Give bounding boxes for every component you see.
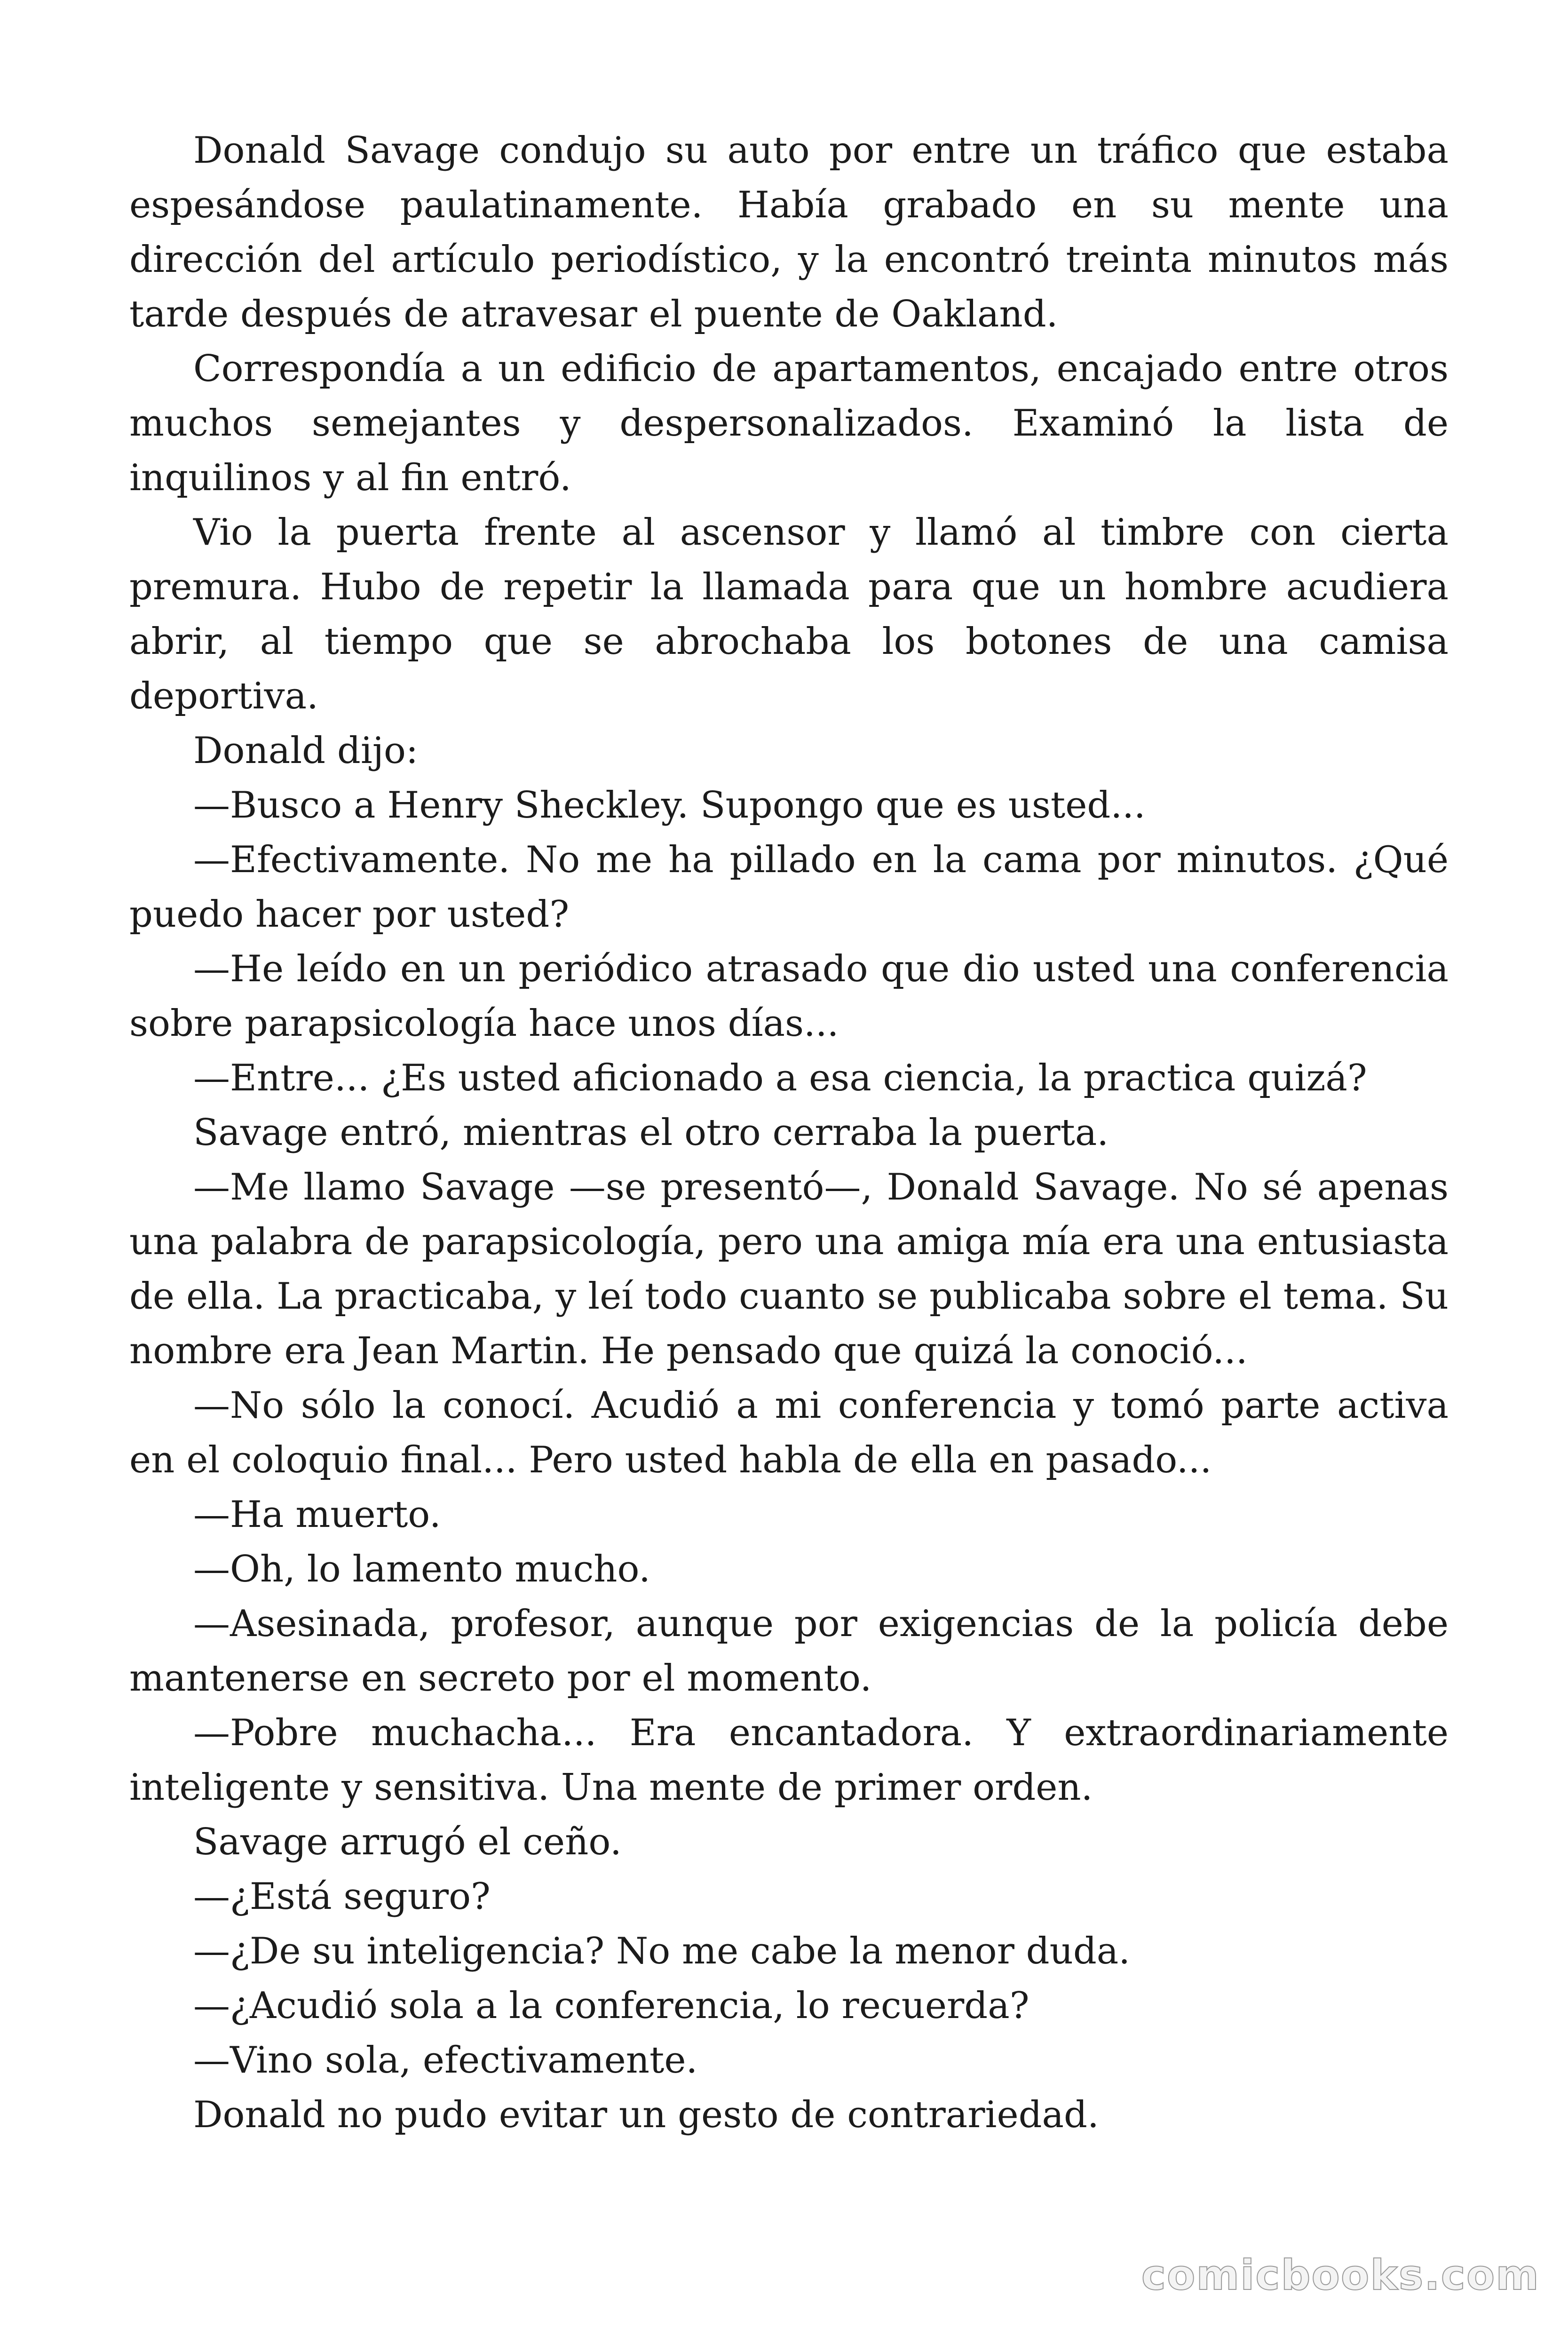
paragraph: —Oh, lo lamento mucho.	[193, 1548, 650, 1590]
paragraph: Donald no pudo evitar un gesto de contrariedad.	[193, 2094, 1099, 2136]
paragraph: —Me llamo Savage —se presentó—, Donald Savage. No sé apenas una palabra de parapsicología, pero una amiga mía era una entusiasta de ella. La practicaba, y leí todo cuanto se publicaba sobre el tema. Su nombre era Jean Martin. He pensado que quizá la conoció...	[129, 1166, 1449, 1372]
paragraph: —He leído en un periódico atrasado que dio usted una conferencia sobre parapsicología hace unos días...	[129, 948, 1449, 1045]
paragraph: Donald Savage condujo su auto por entre un tráfico que estaba espesándose paulatinamente. Había grabado en su mente una dirección del artículo periodístico, y la encontró treinta minutos más tarde después de atravesar el puente de Oakland.	[129, 129, 1449, 335]
paragraph: —Efectivamente. No me ha pillado en la cama por minutos. ¿Qué puedo hacer por usted?	[129, 839, 1449, 936]
watermark-logo: comicbooks.com	[1141, 2251, 1540, 2299]
paragraph: —No sólo la conocí. Acudió a mi conferencia y tomó parte activa en el coloquio final... Pero usted habla de ella en pasado...	[129, 1384, 1449, 1481]
paragraph: —¿Acudió sola a la conferencia, lo recuerda?	[193, 1985, 1029, 2027]
paragraph: —¿De su inteligencia? No me cabe la menor duda.	[193, 1930, 1131, 1972]
paragraph: Correspondía a un edificio de apartamentos, encajado entre otros muchos semejantes y despersonalizados. Examinó la lista de inquilinos y al fin entró.	[129, 348, 1449, 499]
paragraph: Donald dijo:	[193, 730, 419, 772]
paragraph: Vio la puerta frente al ascensor y llamó al timbre con cierta premura. Hubo de repetir la llamada para que un hombre acudiera abrir, al tiempo que se abrochaba los botones de una camisa deportiva.	[129, 511, 1449, 717]
paragraph: —Vino sola, efectivamente.	[193, 2039, 698, 2082]
paragraph: Savage arrugó el ceño.	[193, 1821, 622, 1863]
paragraph: Savage entró, mientras el otro cerraba la puerta.	[193, 1112, 1109, 1154]
paragraph: —Entre... ¿Es usted aficionado a esa ciencia, la practica quizá?	[193, 1057, 1367, 1099]
paragraph: —Ha muerto.	[193, 1494, 441, 1536]
paragraph: —Pobre muchacha... Era encantadora. Y extraordinariamente inteligente y sensitiva. Una mente de primer orden.	[129, 1712, 1449, 1809]
paragraph: —¿Está seguro?	[193, 1875, 491, 1918]
paragraph: —Busco a Henry Sheckley. Supongo que es usted...	[193, 784, 1146, 826]
paragraph: —Asesinada, profesor, aunque por exigencias de la policía debe mantenerse en secreto por el momento.	[129, 1603, 1449, 1700]
page-text	[129, 123, 1449, 2142]
